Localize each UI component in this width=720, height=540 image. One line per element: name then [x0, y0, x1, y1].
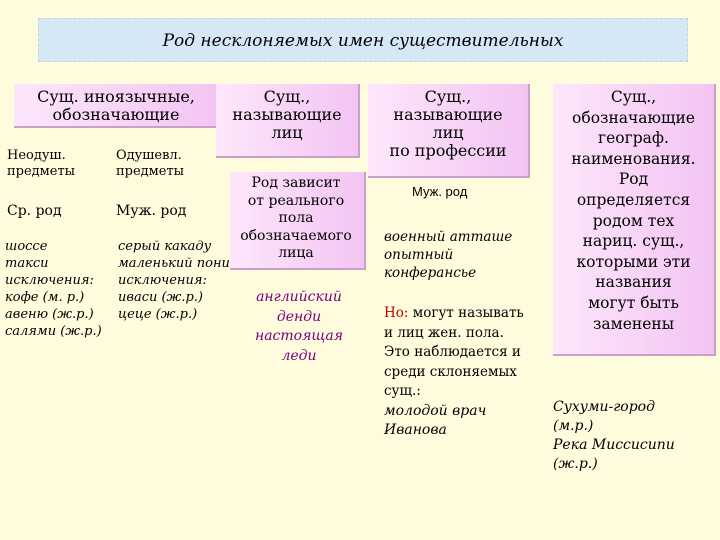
col1-header: Сущ. иноязычные, обозначающие [37, 87, 195, 124]
col3-gender: Муж. род [412, 184, 468, 199]
col1-examples-inanimate: шоссе такси исключения: кофе (м. р.) авеню (ж.р.) салями (ж.р.) [5, 239, 102, 339]
col3-note-label: Но: [384, 305, 409, 321]
page-title: Род несклоняемых имен существительных [162, 31, 564, 51]
col1-sub-animate: Одушевл. предметы [116, 148, 185, 179]
col3-header-box [368, 84, 530, 178]
col3-note [384, 304, 554, 402]
col3-note-text: могут называть и лиц жен. пола. Это наблюдается и среди склоняемых сущ.: [384, 305, 524, 399]
col2-rule: Род зависит от реального пола обозначаемого лица [240, 175, 352, 261]
col4-examples: Сухуми-город (м.р.) Река Миссисипи (ж.р.) [553, 399, 675, 472]
col1-header-box [14, 84, 220, 128]
col3-examples: военный атташе опытный конферансье [384, 229, 513, 281]
col1-gender-masc: Муж. род [116, 203, 187, 219]
col4-header: Сущ., обозначающие географ. наименования. Род определяется родом тех нариц. сущ., которыми эти названия могут быть заменены [571, 88, 696, 333]
col3-header: Сущ., называющие лиц по профессии [389, 87, 507, 160]
col2-header: Сущ., называющие лиц [232, 87, 342, 142]
col1-examples-animate: серый какаду маленький пони исключения: иваси (ж.р.) цеце (ж.р.) [118, 239, 230, 322]
col3-note-example: молодой врач Иванова [384, 403, 487, 438]
col4-box [553, 84, 716, 356]
col2-examples: английский денди настоящая леди [254, 289, 343, 364]
col1-sub-inanimate: Неодуш. предметы [7, 148, 76, 179]
title-box [38, 18, 688, 62]
col2-header-box [216, 84, 360, 158]
col1-gender-neuter: Ср. род [7, 203, 62, 219]
